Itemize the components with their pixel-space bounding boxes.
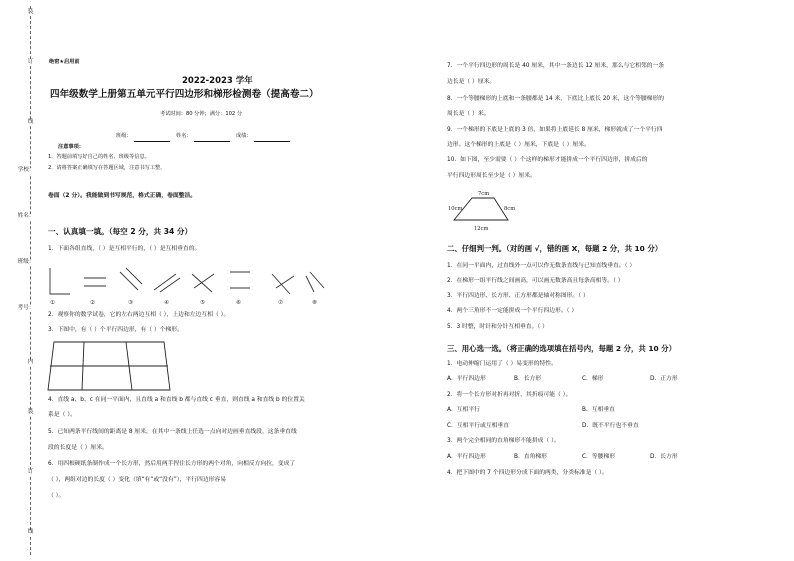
q7-text: 7．一个平行四边形的周长是 40 厘米，其中一条边长 12 厘米，那么与它相邻的一条 bbox=[447, 63, 665, 69]
q7-text-cont: 边长是（ ）厘米。 bbox=[447, 79, 496, 85]
class-field[interactable] bbox=[134, 141, 170, 142]
q9-text: 9．一个梯形的下底是上底的 3 倍，如果将上底延长 8 厘米，梯形就成了一个平行四 bbox=[447, 127, 663, 133]
q4-text-cont: 系是（ ）。 bbox=[48, 412, 76, 418]
q6-text-end: （ ）。 bbox=[48, 493, 65, 499]
section1-heading: 一、认真填一填。（每空 2 分，共 34 分） bbox=[48, 227, 193, 236]
binding-margin bbox=[0, 0, 40, 561]
q6-text-cont: （ ），两组对边的长度（ ）变化（填“有”或“没有”），平行四边形容易 bbox=[48, 477, 227, 483]
choice-option: C．等腰梯形 bbox=[582, 454, 616, 460]
pair-7-lines bbox=[272, 274, 294, 294]
margin-label: 订 bbox=[27, 59, 34, 65]
q5-text: 5．已知两条平行线间的距离是 8 厘米，在其中一条线上任选一点向对边画垂直线段，这条垂直线 bbox=[48, 429, 297, 435]
q9-text-cont: 边形。这个梯形的上底是（ ）厘米，下底是（ ）厘米。 bbox=[447, 142, 590, 148]
margin-label: 线 bbox=[27, 529, 34, 535]
score-label: 成绩： bbox=[236, 133, 252, 139]
class-label: 班级： bbox=[116, 133, 132, 139]
choice-option: C．梯形 bbox=[582, 376, 604, 382]
pair-label: ⑦ bbox=[278, 300, 283, 306]
choice-q4: 4．把下图中的 7 个四边形分成下面的两类，分类标准是（ ）。 bbox=[447, 470, 608, 476]
q5-text-cont: 段的长度是（ ）厘米。 bbox=[48, 445, 108, 451]
choice-option: B．直角梯形 bbox=[514, 454, 547, 460]
choice-q1: 1．电动伸缩门运用了（ ）易变形的特性。 bbox=[447, 361, 557, 367]
pair-2-lines bbox=[84, 278, 106, 286]
pair-5-lines bbox=[192, 274, 214, 292]
margin-label: 内 bbox=[27, 359, 34, 365]
margin-label: 装 bbox=[27, 9, 34, 15]
margin-label: 线 bbox=[27, 119, 34, 125]
trap-right-label: 8cm bbox=[504, 206, 516, 212]
margin-label: 订 bbox=[27, 469, 34, 475]
pair-3-lines bbox=[120, 268, 142, 290]
page-title: 四年级数学上册第五单元平行四边形和梯形检测卷（提高卷二） bbox=[50, 89, 319, 100]
choice-q3: 3．两个完全相同的直角梯形不能拼成（ ）。 bbox=[447, 438, 560, 444]
choice-option: D．长方形 bbox=[650, 454, 678, 460]
q4-text: 4．直线 a、b、c 在同一平面内，且直线 a 和直线 b 都与直线 c 垂直，则直线 a 和直线 b 的位置关 bbox=[48, 397, 305, 403]
q8-text: 8．一个等腰梯形的上底和一条腰都是 14 米，下底比上底长 20 米，这个等腰梯形的 bbox=[447, 96, 665, 102]
choice-option: B．长方形 bbox=[514, 376, 542, 382]
judge-item-5: 5．3 时整，时针和分针互相垂直。（ ） bbox=[447, 324, 548, 330]
trap-top-label: 7cm bbox=[478, 191, 490, 197]
q10-text-cont: 平行四边形周长至少是（ ）厘米。 bbox=[447, 173, 536, 179]
q2-text: 2．观察你的数学试卷，它的左右两边互相（ ），上边和左边互相（ ）。 bbox=[48, 312, 230, 318]
choice-q2: 2．将一个长方形对折再对折，其折痕可能（ ）。 bbox=[447, 392, 572, 398]
margin-label: 装 bbox=[27, 409, 34, 415]
choice-option: C．互相平行或互相垂直 bbox=[447, 423, 510, 429]
neatness-note: 卷面（2 分）。我能做到书写规范，格式正确，卷面整洁。 bbox=[48, 193, 197, 199]
pair-label: ⑧ bbox=[312, 300, 317, 306]
choice-option: A．平行四边形 bbox=[447, 454, 486, 460]
choice-option: D．正方形 bbox=[650, 376, 678, 382]
trap-bottom-label: 12cm bbox=[474, 226, 489, 232]
pair-label: ⑥ bbox=[236, 300, 241, 306]
section3-heading: 三、用心选一选。（将正确的选项填在括号内，每题 2 分，共 10 分） bbox=[447, 344, 676, 353]
margin-label: 学校： bbox=[17, 167, 35, 173]
section2-heading: 二、仔细判一判。（对的画 √，错的画 X，每题 2 分，共 10 分） bbox=[447, 244, 663, 253]
note-item: 1．答题前填写好自己的姓名、班级等信息。 bbox=[48, 154, 150, 160]
choice-option: A．平行四边形 bbox=[447, 376, 486, 382]
judge-item-4: 4．两个三角形不一定能拼成一个平行四边形。（ ） bbox=[447, 308, 578, 314]
name-label: 姓名： bbox=[176, 133, 192, 139]
pair-6-lines bbox=[230, 272, 250, 288]
pair-1-lines bbox=[50, 268, 70, 294]
exam-year: 2022-2023 学年 bbox=[182, 76, 253, 86]
pair-label: ② bbox=[90, 300, 95, 306]
note-item: 2．请将答案正确填写在答题区域，注意书写工整。 bbox=[48, 165, 166, 171]
margin-label: 姓名： bbox=[17, 213, 35, 219]
name-field[interactable] bbox=[194, 141, 230, 142]
pair-label: ③ bbox=[128, 300, 133, 306]
trapezoid-figure bbox=[448, 186, 528, 234]
pair-label: ⑤ bbox=[200, 300, 205, 306]
pair-label: ① bbox=[50, 300, 55, 306]
choice-option: B．互相垂直 bbox=[582, 407, 615, 413]
pair-8-lines bbox=[306, 272, 324, 292]
secret-label: 绝密★启用前 bbox=[49, 59, 80, 65]
score-field[interactable] bbox=[254, 141, 290, 142]
q6-text: 6．用四根硬纸条制作成一个长方形，然后用两手捏住长方形的两个对角，向相反方向拉，变成了 bbox=[48, 461, 296, 467]
q8-text-cont: 周长是（ ）米。 bbox=[447, 111, 490, 117]
exam-meta: 考试时间：80 分钟；满分：102 分 bbox=[160, 111, 243, 117]
judge-item-3: 3．平行四边形、长方形、正方形都是轴对称图形。（ ） bbox=[447, 293, 589, 299]
choice-option: A．互相平行 bbox=[447, 407, 480, 413]
pair-4-lines bbox=[154, 274, 180, 292]
q3-text: 3．下图中，有（ ）个平行四边形，有（ ）个梯形。 bbox=[48, 327, 183, 333]
parallelogram-figure bbox=[46, 340, 176, 396]
margin-label: 考号： bbox=[17, 305, 35, 311]
line-pairs-figure bbox=[44, 262, 344, 308]
margin-label: 班级： bbox=[17, 259, 35, 265]
q1-text: 1．下面各组直线，（ ）是互相平行的，（ ）是互相垂直的。 bbox=[48, 246, 201, 252]
q10-text: 10．如下图，至少需要（ ）个这样的梯形才能拼成一个平行四边形，拼成后的 bbox=[447, 157, 648, 163]
judge-item-1: 1．在同一平面内，过直线外一点可以作无数条直线与已知直线垂直。（ ） bbox=[447, 263, 636, 269]
notes-heading: 注意事项： bbox=[58, 144, 84, 150]
trap-left-label: 10cm bbox=[448, 206, 463, 212]
pair-label: ④ bbox=[164, 300, 169, 306]
choice-option: D．既不平行也不垂直 bbox=[582, 423, 639, 429]
judge-item-2: 2．在梯形一组平行线之间画高，可以画无数条高且每条高相等。（ ） bbox=[447, 278, 624, 284]
